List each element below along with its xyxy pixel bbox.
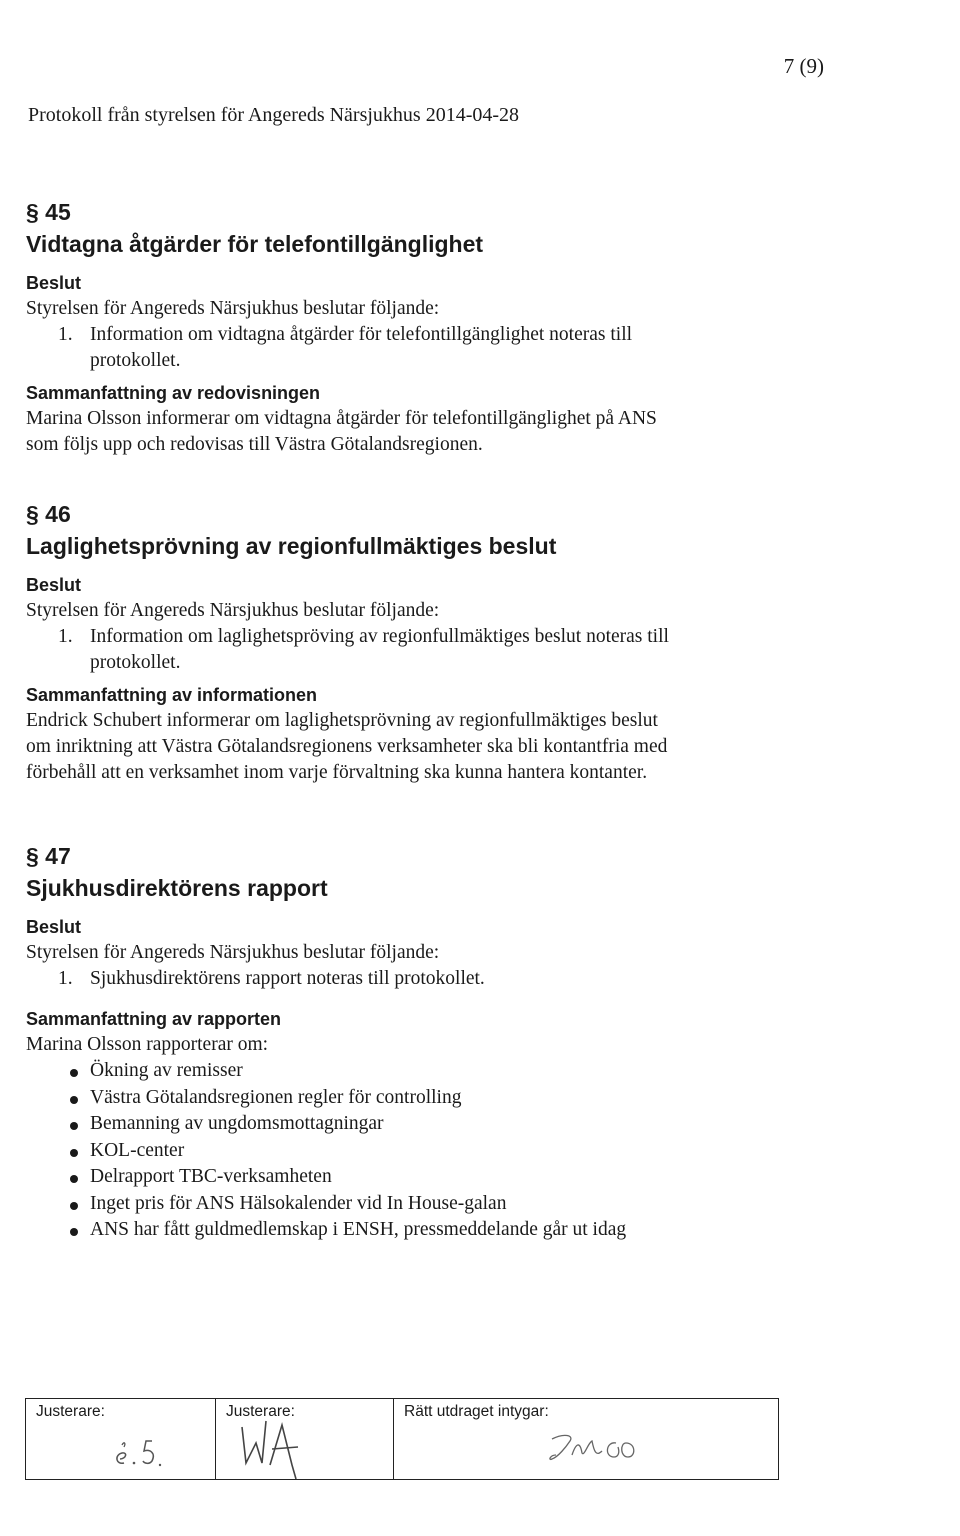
document-header: Protokoll från styrelsen för Angereds Närsjukhus 2014-04-28 xyxy=(28,104,520,126)
handwritten-signature-2 xyxy=(236,1413,336,1479)
signature-label: Rätt utdraget intygar: xyxy=(404,1403,549,1420)
bullet-icon xyxy=(70,1096,78,1104)
bullet-icon xyxy=(70,1202,78,1210)
report-bullet-list xyxy=(26,1058,786,1244)
decision-heading: Beslut xyxy=(26,917,82,937)
item-text-line1: Information om vidtagna åtgärder för telefontillgänglighet noteras till xyxy=(90,324,633,345)
list-item-text: KOL-center xyxy=(90,1139,185,1161)
list-item-text: Västra Götalandsregionen regler för controlling xyxy=(90,1086,462,1108)
bullet-icon xyxy=(70,1175,78,1183)
handwritten-signature-1 xyxy=(106,1431,196,1475)
signature-cell-certified-extract xyxy=(394,1399,778,1479)
summary-line: om inriktning att Västra Götalandsregionens verksamheter ska bli kontantfria med xyxy=(26,736,668,757)
list-item-text: Ökning av remisser xyxy=(90,1060,243,1081)
list-item xyxy=(26,1058,786,1085)
section-title: Vidtagna åtgärder för telefontillgänglighet xyxy=(26,231,484,257)
decision-intro: Styrelsen för Angereds Närsjukhus beslutar följande: xyxy=(26,942,440,963)
section-number: § 45 xyxy=(26,199,71,225)
document-body xyxy=(26,196,786,1244)
list-item-text: Inget pris för ANS Hälsokalender vid In House-galan xyxy=(90,1192,507,1214)
section-title: Sjukhusdirektörens rapport xyxy=(26,875,328,901)
decision-item xyxy=(26,624,786,676)
section-number: § 46 xyxy=(26,501,71,527)
signature-cell-justerare-2 xyxy=(216,1399,394,1479)
decision-intro: Styrelsen för Angereds Närsjukhus beslutar följande: xyxy=(26,600,440,621)
summary-heading: Sammanfattning av redovisningen xyxy=(26,383,321,403)
list-item xyxy=(26,1164,786,1191)
signature-cell-justerare-1 xyxy=(26,1399,216,1479)
item-text-line2: protokollet. xyxy=(90,350,181,371)
decision-item xyxy=(26,966,786,992)
signature-label: Justerare: xyxy=(226,1403,295,1420)
list-item xyxy=(26,1191,786,1218)
item-text-line1: Information om laglighetspröving av regionfullmäktiges beslut noteras till xyxy=(90,626,669,647)
decision-heading: Beslut xyxy=(26,575,82,595)
item-number: 1. xyxy=(58,626,73,647)
decision-heading: Beslut xyxy=(26,273,82,293)
list-item-text: Bemanning av ungdomsmottagningar xyxy=(90,1113,384,1134)
bullet-icon xyxy=(70,1228,78,1236)
summary-line: Marina Olsson informerar om vidtagna åtgärder för telefontillgänglighet på ANS xyxy=(26,408,657,429)
decision-intro: Styrelsen för Angereds Närsjukhus beslutar följande: xyxy=(26,298,440,319)
list-item xyxy=(26,1138,786,1165)
section-title: Laglighetsprövning av regionfullmäktiges beslut xyxy=(26,533,557,559)
list-item xyxy=(26,1085,786,1112)
section-45 xyxy=(26,196,786,458)
bullet-icon xyxy=(70,1122,78,1130)
summary-line: Endrick Schubert informerar om laglighetsprövning av regionfullmäktiges beslut xyxy=(26,710,658,731)
summary-line: Marina Olsson rapporterar om: xyxy=(26,1034,269,1055)
decision-item xyxy=(26,322,786,374)
signature-box xyxy=(25,1398,779,1480)
summary-line: förbehåll att en verksamhet inom varje förvaltning ska kunna hantera kontanter. xyxy=(26,762,648,783)
section-46 xyxy=(26,498,786,786)
bullet-icon xyxy=(70,1069,78,1077)
summary-heading: Sammanfattning av informationen xyxy=(26,685,318,705)
item-number: 1. xyxy=(58,324,73,345)
section-number: § 47 xyxy=(26,843,71,869)
section-47 xyxy=(26,840,786,1244)
item-text-line1: Sjukhusdirektörens rapport noteras till protokollet. xyxy=(90,968,485,989)
list-item xyxy=(26,1111,786,1138)
list-item-text: Delrapport TBC-verksamheten xyxy=(90,1166,332,1187)
page-number: 7 (9) xyxy=(783,54,824,78)
bullet-icon xyxy=(70,1149,78,1157)
item-number: 1. xyxy=(58,968,73,989)
signature-label: Justerare: xyxy=(36,1403,105,1420)
handwritten-signature-3 xyxy=(544,1427,654,1467)
item-text-line2: protokollet. xyxy=(90,652,181,673)
list-item-text: ANS har fått guldmedlemskap i ENSH, pressmeddelande går ut idag xyxy=(90,1219,627,1240)
summary-line: som följs upp och redovisas till Västra Götalandsregionen. xyxy=(26,434,483,455)
summary-heading: Sammanfattning av rapporten xyxy=(26,1009,282,1029)
list-item xyxy=(26,1217,786,1244)
